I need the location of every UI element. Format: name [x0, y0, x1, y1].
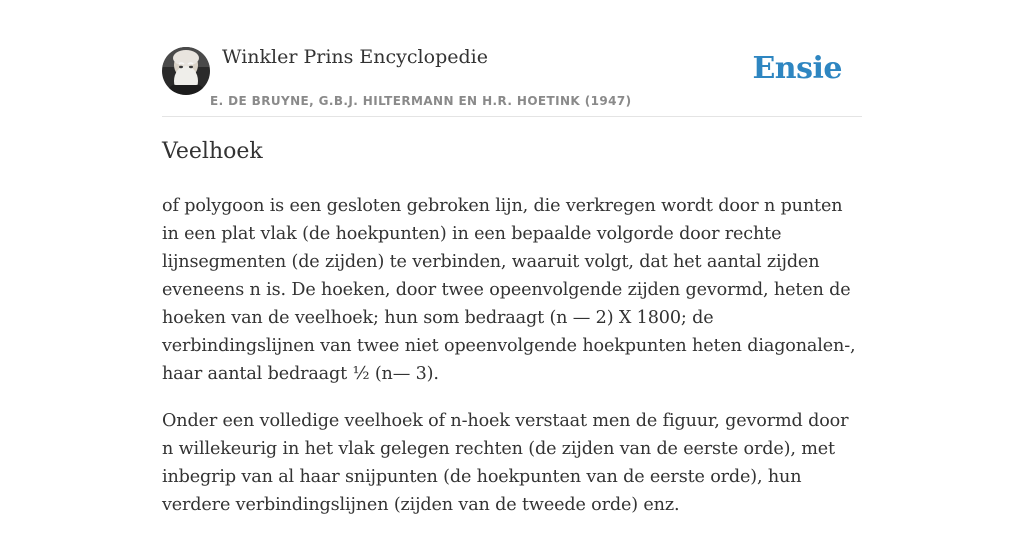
site-title[interactable]: Winkler Prins Encyclopedie: [222, 46, 488, 68]
brand-logo[interactable]: Ensie: [752, 51, 842, 86]
article-body: [162, 192, 862, 538]
article-title: Veelhoek: [162, 139, 263, 164]
article-paragraph: of polygoon is een gesloten gebroken lijn, die verkregen wordt door n punten in een plat vlak (de hoekpunten) in een bepaalde volgorde door rechte lijnsegmenten (de zijden) te verbinden, waaruit volgt, dat het aantal zijden eveneens n is. De hoeken, door twee opeenvolgende zijden gevormd, heten de hoeken van de veelhoek; hun som bedraagt (n — 2) X 1800; de verbindingslijnen van twee niet opeenvolgende hoekpunten heten diagonalen-, haar aantal bedraagt ½ (n— 3).: [162, 196, 856, 384]
page: [162, 0, 862, 515]
authors-line: E. DE BRUYNE, G.B.J. HILTERMANN EN H.R. HOETINK (1947): [210, 94, 632, 108]
header: [162, 0, 862, 117]
author-avatar: [162, 47, 210, 95]
author-portrait-icon: [162, 47, 210, 95]
article-paragraph: Onder een volledige veelhoek of n-hoek verstaat men de figuur, gevormd door n willekeurig in het vlak gelegen rechten (de zijden van de eerste orde), met inbegrip van al haar snijpunten (de hoekpunten van de eerste orde), hun verdere verbindingslijnen (zijden van de tweede orde) enz.: [162, 411, 849, 515]
